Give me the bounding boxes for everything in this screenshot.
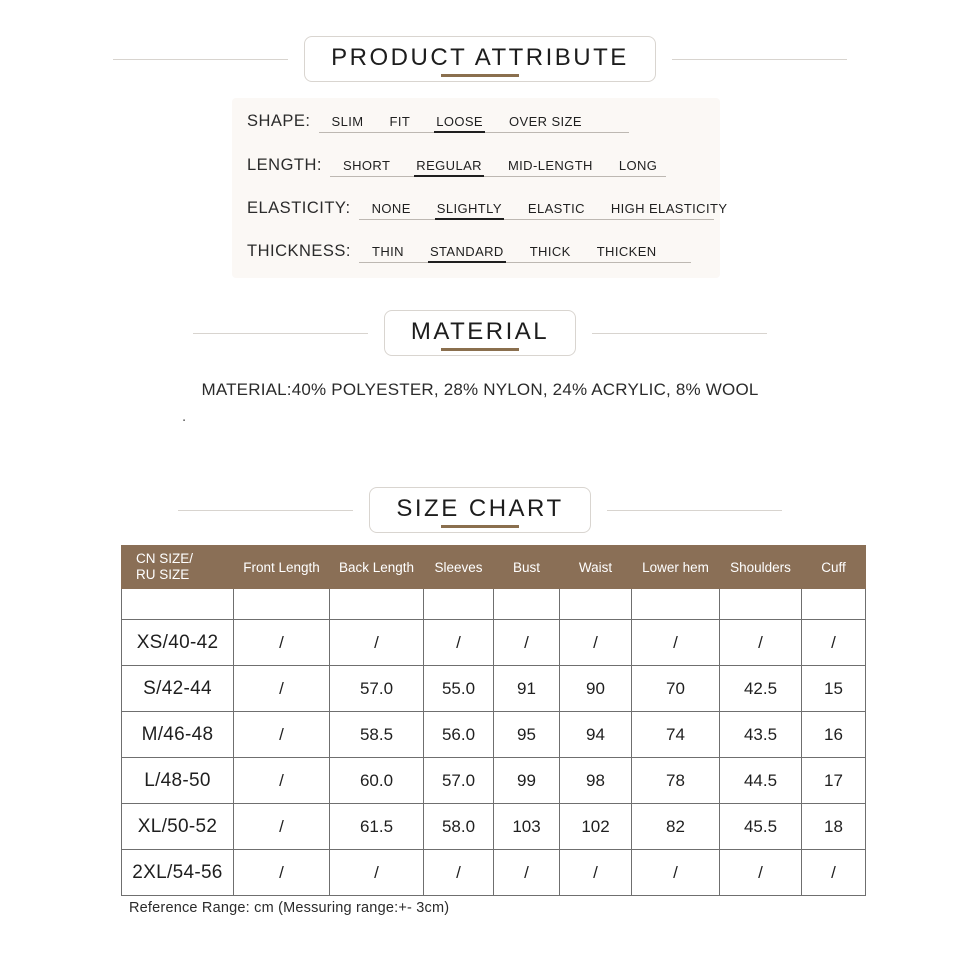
cell-back-length: /: [330, 620, 424, 666]
cell-bust: /: [494, 850, 560, 896]
material-composition-text: MATERIAL:40% POLYESTER, 28% NYLON, 24% ACRYLIC, 8% WOOL: [201, 380, 759, 399]
material-title-box: [384, 310, 576, 356]
cell-cuff: /: [802, 850, 866, 896]
attribute-label-length: LENGTH:: [247, 156, 323, 174]
cell-bust: 103: [494, 804, 560, 850]
cell-cuff: 15: [802, 666, 866, 712]
attribute-option-slightly[interactable]: SLIGHTLY: [424, 201, 515, 216]
attribute-label-elasticity: ELASTICITY:: [247, 199, 351, 217]
spacer-cell: [802, 589, 866, 620]
attribute-option-thick[interactable]: THICK: [529, 244, 571, 259]
column-header-front-length: Front Length: [234, 546, 330, 589]
cell-lower-hem: 82: [632, 804, 720, 850]
cell-back-length: 61.5: [330, 804, 424, 850]
cell-shoulders: /: [720, 850, 802, 896]
cell-lower-hem: 74: [632, 712, 720, 758]
cell-front-length: /: [234, 620, 330, 666]
cell-lower-hem: 78: [632, 758, 720, 804]
cell-shoulders: 43.5: [720, 712, 802, 758]
table-row: [122, 758, 866, 804]
cell-bust: 91: [494, 666, 560, 712]
table-row: [122, 804, 866, 850]
cell-sleeves: /: [424, 620, 494, 666]
table-row: [122, 712, 866, 758]
spacer-cell: [494, 589, 560, 620]
cell-cuff: 16: [802, 712, 866, 758]
size-chart-section-header: [0, 487, 960, 533]
cell-lower-hem: /: [632, 620, 720, 666]
size-rule-right: [607, 510, 782, 511]
cell-back-length: 60.0: [330, 758, 424, 804]
column-header-size-line1: CN SIZE/: [136, 551, 194, 567]
cell-sleeves: 57.0: [424, 758, 494, 804]
product-attribute-title-box: [304, 36, 656, 82]
spacer-cell: [330, 589, 424, 620]
material-title: MATERIAL: [410, 318, 550, 345]
size-chart-title: SIZE CHART: [396, 495, 564, 522]
cell-shoulders: 44.5: [720, 758, 802, 804]
cell-sleeves: 56.0: [424, 712, 494, 758]
spacer-cell: [424, 589, 494, 620]
attribute-option-none[interactable]: NONE: [371, 201, 411, 216]
material-title-underline-accent: [441, 348, 519, 351]
size-chart-title-box: [369, 487, 590, 533]
row-size-label: XS/40-42: [122, 620, 234, 666]
cell-lower-hem: 70: [632, 666, 720, 712]
attribute-option-short[interactable]: SHORT: [343, 158, 391, 173]
cell-sleeves: 58.0: [424, 804, 494, 850]
column-header-sleeves: Sleeves: [424, 546, 494, 589]
spacer-cell: [234, 589, 330, 620]
attribute-option-regular[interactable]: REGULAR: [403, 158, 495, 173]
attribute-row-shape: [247, 112, 629, 133]
column-header-size: [122, 546, 234, 589]
title-underline-accent: [441, 74, 519, 77]
spacer-cell: [632, 589, 720, 620]
table-header-row: [122, 546, 866, 589]
cell-cuff: 17: [802, 758, 866, 804]
column-header-back-length: Back Length: [330, 546, 424, 589]
attribute-option-slim[interactable]: SLIM: [331, 114, 364, 129]
size-chart-table: [121, 545, 866, 896]
cell-waist: /: [560, 850, 632, 896]
attribute-option-fit[interactable]: FIT: [389, 114, 411, 129]
attribute-options-length: [330, 158, 666, 177]
table-spacer-row: [122, 589, 866, 620]
attribute-row-thickness: [247, 242, 691, 263]
cell-sleeves: 55.0: [424, 666, 494, 712]
cell-bust: /: [494, 620, 560, 666]
cell-cuff: 18: [802, 804, 866, 850]
attribute-label-thickness: THICKNESS:: [247, 242, 352, 260]
product-attribute-panel: [232, 98, 728, 278]
header-rule-right: [672, 59, 847, 60]
attribute-row-elasticity: [247, 199, 728, 220]
cell-shoulders: 42.5: [720, 666, 802, 712]
attribute-option-thicken[interactable]: THICKEN: [596, 244, 657, 259]
cell-waist: 90: [560, 666, 632, 712]
reference-range-note: Reference Range: cm (Messuring range:+- 3cm): [129, 900, 450, 916]
cell-waist: /: [560, 620, 632, 666]
cell-bust: 95: [494, 712, 560, 758]
attribute-row-length: [247, 156, 666, 177]
spacer-cell: [720, 589, 802, 620]
size-rule-left: [178, 510, 353, 511]
attribute-options-shape: [319, 114, 629, 133]
spacer-cell: [122, 589, 234, 620]
attribute-options-thickness: [359, 244, 691, 263]
attribute-option-elastic[interactable]: ELASTIC: [527, 201, 585, 216]
row-size-label: 2XL/54-56: [122, 850, 234, 896]
column-header-lower-hem: Lower hem: [632, 546, 720, 589]
product-attribute-title: PRODUCT ATTRIBUTE: [331, 44, 629, 71]
column-header-cuff: Cuff: [802, 546, 866, 589]
cell-front-length: /: [234, 666, 330, 712]
attribute-label-shape: SHAPE:: [247, 112, 311, 130]
cell-back-length: 57.0: [330, 666, 424, 712]
attribute-options-elasticity: [359, 201, 728, 220]
column-header-shoulders: Shoulders: [720, 546, 802, 589]
row-size-label: S/42-44: [122, 666, 234, 712]
material-rule-right: [592, 333, 767, 334]
product-attribute-section-header: [0, 36, 960, 82]
attribute-option-standard[interactable]: STANDARD: [417, 244, 517, 259]
cell-waist: 102: [560, 804, 632, 850]
table-row: [122, 850, 866, 896]
size-title-underline-accent: [441, 525, 519, 528]
attribute-option-long[interactable]: LONG: [618, 158, 658, 173]
cell-cuff: /: [802, 620, 866, 666]
attribute-option-thin[interactable]: THIN: [372, 244, 404, 259]
column-header-bust: Bust: [494, 546, 560, 589]
cell-front-length: /: [234, 712, 330, 758]
material-rule-left: [193, 333, 368, 334]
cell-front-length: /: [234, 850, 330, 896]
row-size-label: M/46-48: [122, 712, 234, 758]
spacer-cell: [560, 589, 632, 620]
material-stray-mark: .: [182, 408, 187, 425]
cell-lower-hem: /: [632, 850, 720, 896]
cell-shoulders: 45.5: [720, 804, 802, 850]
cell-waist: 94: [560, 712, 632, 758]
attribute-option-high-elasticity[interactable]: HIGH ELASTICITY: [610, 201, 728, 216]
attribute-option-over-size[interactable]: OVER SIZE: [508, 114, 582, 129]
column-header-size-line2: RU SIZE: [136, 567, 190, 582]
table-row: [122, 666, 866, 712]
table-row: [122, 620, 866, 666]
row-size-label: XL/50-52: [122, 804, 234, 850]
cell-bust: 99: [494, 758, 560, 804]
cell-front-length: /: [234, 804, 330, 850]
cell-waist: 98: [560, 758, 632, 804]
column-header-waist: Waist: [560, 546, 632, 589]
row-size-label: L/48-50: [122, 758, 234, 804]
attribute-option-mid-length[interactable]: MID-LENGTH: [507, 158, 593, 173]
cell-shoulders: /: [720, 620, 802, 666]
cell-sleeves: /: [424, 850, 494, 896]
attribute-option-loose[interactable]: LOOSE: [423, 114, 496, 129]
cell-back-length: 58.5: [330, 712, 424, 758]
header-rule-left: [113, 59, 288, 60]
cell-back-length: /: [330, 850, 424, 896]
material-section-header: [0, 310, 960, 356]
cell-front-length: /: [234, 758, 330, 804]
